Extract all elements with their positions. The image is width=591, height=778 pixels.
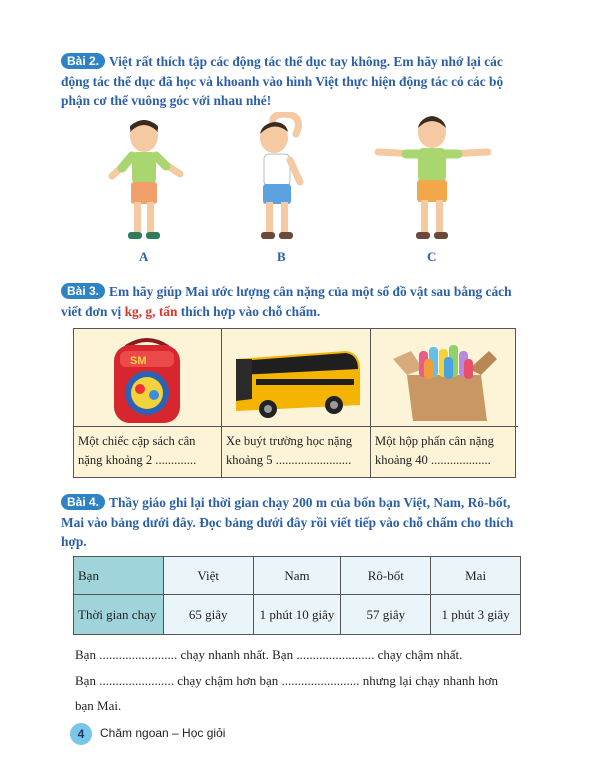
item-chalk-box-text: Một hộp phấn cân nặng khoảng 40 ................... (375, 434, 494, 467)
bai4-prompt (61, 493, 531, 552)
table-cell: 57 giây (341, 595, 431, 635)
table-cell: 65 giây (163, 595, 253, 635)
option-c-label[interactable]: C (427, 249, 437, 264)
bus-picture (222, 329, 370, 427)
table-header-cell: Mai (431, 557, 521, 595)
items-table (73, 328, 516, 478)
kid-c-image[interactable] (370, 110, 496, 246)
table-header-cell: Nam (253, 557, 341, 595)
table-header-cell: Việt (163, 557, 253, 595)
table-header-cell: Bạn (74, 557, 164, 595)
table-cell: 1 phút 3 giây (431, 595, 521, 635)
table-row (74, 557, 521, 595)
item-backpack-text: Một chiếc cặp sách cân nặng khoảng 2 ............. (78, 434, 197, 467)
bai2-text: Việt rất thích tập các động tác thể dục tay không. Em hãy nhớ lại các động tác thể dục đã học và khoanh vào hình Việt thực hiện động tác có các bộ phận cơ thể vuông góc với nhau nhé! (61, 54, 504, 108)
table-row (74, 595, 521, 635)
footer-title: Chăm ngoan – Học giỏi (100, 726, 226, 740)
table-cell: Thời gian chạy (74, 595, 164, 635)
answer-line-3[interactable]: bạn Mai. (75, 698, 122, 713)
bai4-text: Thầy giáo ghi lại thời gian chạy 200 m của bốn bạn Việt, Nam, Rô-bốt, Mai vào bảng dưới đây. Đọc bảng dưới đây rồi viết tiếp vào chỗ chấm cho thích hợp. (61, 495, 514, 549)
bai3-prompt (61, 282, 531, 321)
page-number: 4 (70, 723, 92, 745)
kid-b-image[interactable] (236, 112, 326, 246)
bai2-prompt (61, 52, 531, 111)
bus-icon (222, 329, 370, 427)
chalk-box-icon (371, 329, 518, 427)
bai4-badge: Bài 4. (61, 494, 105, 510)
running-time-table (73, 556, 521, 635)
bai2-badge: Bài 2. (61, 53, 105, 69)
backpack-picture (74, 329, 221, 427)
item-chalk-box (371, 329, 518, 477)
bai3-text-after: thích hợp vào chỗ chấm. (177, 303, 321, 319)
option-b-label[interactable]: B (277, 249, 286, 264)
answer-line-2[interactable]: Bạn ....................... chạy chậm hơn bạn ........................ nhưng lại chạy nhanh hơn (75, 673, 499, 688)
table-cell: 1 phút 10 giây (253, 595, 341, 635)
answer-line-1[interactable]: Bạn ........................ chạy nhanh nhất. Bạn ........................ chạy chậm nhất. (75, 647, 463, 662)
item-bus (222, 329, 371, 477)
kid-a-image[interactable] (100, 114, 190, 246)
item-backpack (74, 329, 222, 477)
item-bus-text: Xe buýt trường học nặng khoảng 5 ........................ (226, 434, 353, 467)
bai3-text-before: Em hãy giúp Mai ước lượng cân nặng của một số đồ vật sau bằng cách viết đơn vị (61, 284, 512, 319)
chalk-box-picture (371, 329, 518, 427)
option-a-label[interactable]: A (139, 249, 149, 264)
bai3-badge: Bài 3. (61, 283, 105, 299)
svg-text:SM: SM (130, 355, 147, 367)
bai3-units: kg, g, tấn (124, 303, 178, 319)
table-header-cell: Rô-bốt (341, 557, 431, 595)
backpack-icon (74, 329, 221, 427)
